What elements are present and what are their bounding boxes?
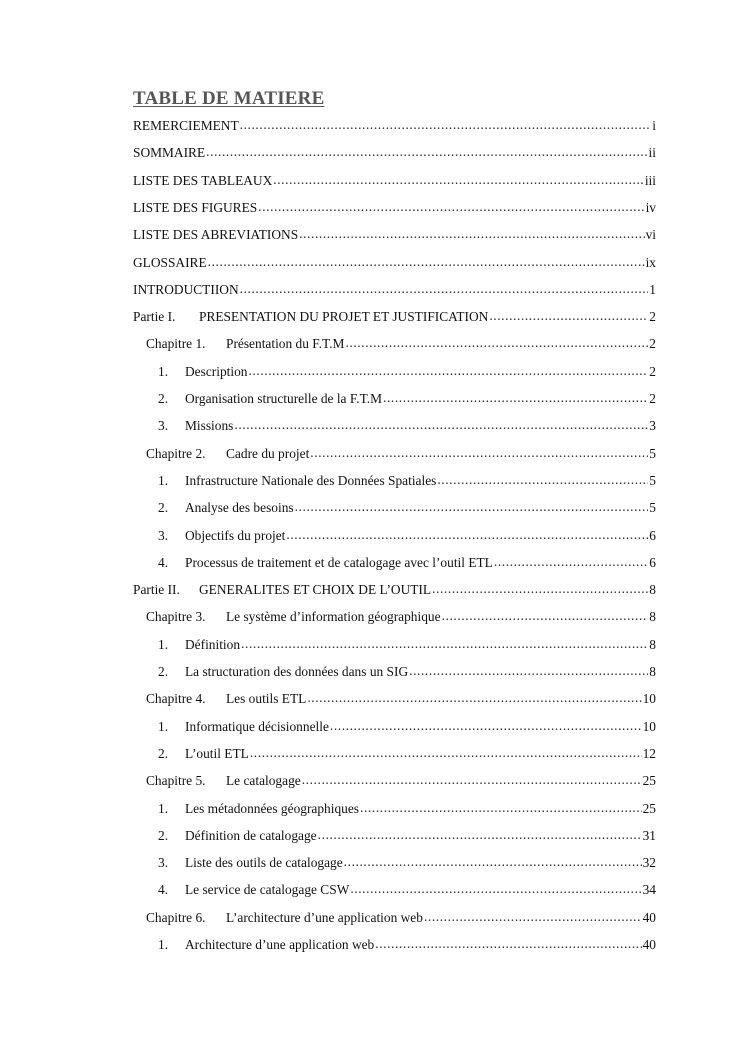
- toc-entry-page: ii: [648, 145, 656, 161]
- toc-entry-page: vi: [645, 227, 656, 243]
- toc-entry[interactable]: [133, 226, 656, 244]
- toc-entry-label: Définition de catalogage: [185, 827, 317, 843]
- toc-entry[interactable]: [146, 690, 656, 708]
- dot-leader: [299, 225, 644, 243]
- toc-entry-page: 3: [649, 418, 656, 434]
- toc-entry-number: 3.: [158, 418, 169, 434]
- toc-entry[interactable]: [158, 363, 656, 381]
- dot-leader: [345, 334, 648, 352]
- toc-entry-page: iii: [644, 172, 656, 188]
- toc-entry[interactable]: [158, 718, 656, 736]
- toc-entry-page: 10: [642, 718, 656, 734]
- toc-entry-number: 1.: [158, 636, 169, 652]
- toc-entry-label: Description: [185, 363, 248, 379]
- toc-entry[interactable]: [133, 254, 656, 272]
- toc-entry[interactable]: [146, 772, 656, 790]
- toc-entry-page: 5: [649, 500, 656, 516]
- toc-entry-number: Chapitre 5.: [146, 773, 206, 789]
- dot-leader: [208, 253, 645, 271]
- toc-entry-number: 1.: [158, 363, 169, 379]
- dot-leader: [206, 143, 647, 161]
- toc-entry-label: Processus de traitement et de catalogage avec l’outil ETL: [185, 554, 493, 570]
- toc-entry[interactable]: [158, 854, 656, 872]
- toc-entry[interactable]: [146, 445, 656, 463]
- dot-leader: [489, 307, 648, 325]
- toc-entry-page: 5: [649, 445, 656, 461]
- dot-leader: [442, 607, 649, 625]
- toc-entry-label: SOMMAIRE: [133, 145, 206, 161]
- toc-entry-number: 3.: [158, 527, 169, 543]
- dot-leader: [250, 744, 642, 762]
- toc-entry-number: Partie II.: [133, 582, 180, 598]
- toc-entry-label: LISTE DES FIGURES: [133, 199, 258, 215]
- toc-entry-page: 5: [649, 472, 656, 488]
- toc-entry-number: 1.: [158, 937, 169, 952]
- toc-entry-label: Cadre du projet: [226, 445, 310, 461]
- dot-leader: [432, 580, 648, 598]
- toc-entry[interactable]: [158, 827, 656, 845]
- toc-entry-page: 2: [649, 363, 656, 379]
- toc-entry-number: 2.: [158, 391, 169, 406]
- toc-entry-page: 25: [642, 800, 656, 816]
- page-title: TABLE DE MATIERE: [133, 88, 325, 109]
- toc-entry-page: 10: [642, 691, 656, 707]
- toc-entry-label: Missions: [185, 418, 234, 434]
- toc-entry-label: REMERCIEMENT: [133, 118, 239, 133]
- toc-entry[interactable]: [146, 909, 656, 927]
- dot-leader: [350, 880, 641, 898]
- dot-leader: [273, 171, 644, 189]
- toc-entry-number: Chapitre 6.: [146, 909, 206, 925]
- toc-entry-page: 8: [649, 664, 656, 679]
- toc-entry-page: 40: [642, 937, 656, 952]
- toc-entry[interactable]: [158, 554, 656, 572]
- toc-entry-label: L’architecture d’une application web: [226, 909, 423, 925]
- toc-entry[interactable]: [158, 936, 656, 954]
- toc-entry-number: 4.: [158, 882, 169, 898]
- toc-entry-number: 4.: [158, 554, 169, 570]
- toc-entry-number: Partie I.: [133, 309, 176, 325]
- toc-entry-label: Le catalogage: [226, 773, 301, 789]
- dot-leader: [234, 416, 648, 434]
- toc-entry-number: 1.: [158, 800, 169, 816]
- toc-entry-number: Chapitre 2.: [146, 445, 206, 461]
- dot-leader: [318, 826, 642, 844]
- toc-entry[interactable]: [133, 308, 656, 326]
- toc-entry-page: 12: [642, 745, 656, 761]
- toc-entry-page: ix: [645, 254, 656, 270]
- toc-entry-page: 8: [649, 609, 656, 625]
- toc-entry-number: 2.: [158, 664, 169, 679]
- toc-entry-page: 8: [649, 582, 656, 598]
- toc-entry-label: LISTE DES TABLEAUX: [133, 172, 273, 188]
- dot-leader: [310, 444, 648, 462]
- toc-entry-page: i: [652, 118, 656, 133]
- toc-entry[interactable]: [146, 608, 656, 626]
- dot-leader: [360, 799, 642, 817]
- toc-entry-page: 34: [642, 882, 656, 898]
- dot-leader: [437, 471, 648, 489]
- toc-entry-label: Objectifs du projet: [185, 527, 286, 543]
- toc-entry-label: Analyse des besoins: [185, 500, 294, 516]
- toc-entry-page: 2: [649, 336, 656, 352]
- toc-entry-number: 2.: [158, 500, 169, 516]
- toc-entry[interactable]: [158, 663, 656, 681]
- toc-entry-page: 1: [649, 281, 656, 297]
- toc-entry[interactable]: [133, 581, 656, 599]
- dot-leader: [330, 717, 642, 735]
- toc-entry[interactable]: [158, 472, 656, 490]
- toc-entry-page: 2: [649, 309, 656, 325]
- toc-entry[interactable]: [158, 499, 656, 517]
- toc-entry-page: 25: [642, 773, 656, 789]
- dot-leader: [240, 116, 652, 134]
- toc-entry-label: GENERALITES ET CHOIX DE L’OUTIL: [199, 582, 432, 598]
- dot-leader: [241, 635, 648, 653]
- dot-leader: [295, 498, 649, 516]
- toc-entry[interactable]: [133, 281, 656, 299]
- toc-entry[interactable]: [133, 117, 656, 135]
- toc-entry[interactable]: [146, 335, 656, 353]
- toc-entry-number: 2.: [158, 827, 169, 843]
- dot-leader: [494, 553, 648, 571]
- toc-entry-page: 40: [642, 909, 656, 925]
- dot-leader: [383, 389, 648, 407]
- toc-entry[interactable]: [158, 390, 656, 408]
- toc-entry-label: GLOSSAIRE: [133, 254, 207, 270]
- toc-entry-label: Informatique décisionnelle: [185, 718, 329, 734]
- dot-leader: [344, 853, 642, 871]
- toc-entry-number: 1.: [158, 718, 169, 734]
- toc-entry-label: Le système d’information géographique: [226, 609, 441, 625]
- dot-leader: [307, 689, 641, 707]
- toc-entry[interactable]: [158, 800, 656, 818]
- toc-entry-label: Organisation structurelle de la F.T.M: [185, 391, 383, 406]
- toc-entry-label: Le service de catalogage CSW: [185, 882, 350, 898]
- toc-entry-page: 8: [649, 636, 656, 652]
- toc-entry-number: Chapitre 3.: [146, 609, 206, 625]
- toc-entry[interactable]: [158, 745, 656, 763]
- toc-entry[interactable]: [158, 527, 656, 545]
- dot-leader: [258, 198, 644, 216]
- toc-entry-label: Les outils ETL: [226, 691, 307, 707]
- toc-entry-label: L’outil ETL: [185, 745, 249, 761]
- toc-entry[interactable]: [158, 881, 656, 899]
- toc-entry-number: 1.: [158, 472, 169, 488]
- toc-entry-label: Infrastructure Nationale des Données Spatiales: [185, 472, 437, 488]
- toc-entry-label: Les métadonnées géographiques: [185, 800, 360, 816]
- toc-entry-label: Définition: [185, 636, 241, 652]
- dot-leader: [424, 908, 642, 926]
- toc-entry-number: Chapitre 1.: [146, 336, 206, 352]
- toc-entry-label: INTRODUCTIION: [133, 281, 239, 297]
- toc-entry-page: 6: [649, 527, 656, 543]
- toc-entry-page: 32: [642, 855, 656, 871]
- dot-leader: [302, 771, 642, 789]
- toc-entry[interactable]: [158, 417, 656, 435]
- toc-entry-label: Liste des outils de catalogage: [185, 855, 343, 871]
- toc-entry-page: 31: [642, 827, 656, 843]
- dot-leader: [409, 662, 648, 680]
- dot-leader: [240, 280, 649, 298]
- toc-entry-label: Présentation du F.T.M: [226, 336, 345, 352]
- toc-entry-page: 6: [649, 554, 656, 570]
- toc-entry-label: LISTE DES ABREVIATIONS: [133, 227, 299, 243]
- toc-entry-number: 2.: [158, 745, 169, 761]
- toc-entry-number: Chapitre 4.: [146, 691, 206, 707]
- toc-entry-page: iv: [645, 199, 656, 215]
- toc-entry[interactable]: [133, 172, 656, 190]
- toc-entry-label: PRESENTATION DU PROJET ET JUSTIFICATION: [199, 309, 489, 325]
- toc-entry[interactable]: [133, 144, 656, 162]
- dot-leader: [248, 362, 648, 380]
- toc-entry-label: Architecture d’une application web: [185, 937, 375, 952]
- dot-leader: [286, 526, 648, 544]
- toc-entry-label: La structuration des données dans un SIG: [185, 664, 409, 679]
- toc-entry[interactable]: [133, 199, 656, 217]
- dot-leader: [375, 935, 641, 953]
- toc-entry-page: 2: [649, 391, 656, 406]
- toc-entry-number: 3.: [158, 855, 169, 871]
- toc-entry[interactable]: [158, 636, 656, 654]
